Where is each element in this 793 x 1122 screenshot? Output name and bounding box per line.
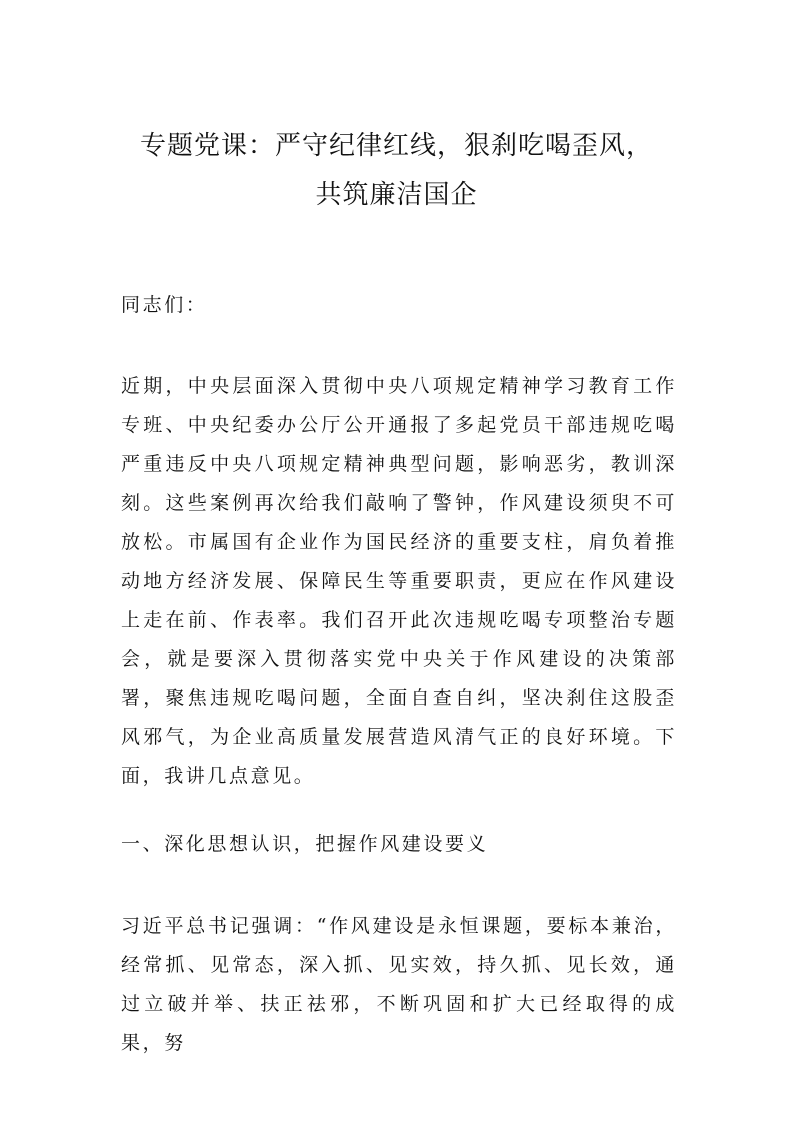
document-title xyxy=(110,122,683,220)
title-line-2: 共筑廉洁国企 xyxy=(315,180,478,210)
body-paragraph-1: 近期，中央层面深入贯彻中央八项规定精神学习教育工作专班、中央纪委办公厅公开通报了多起党员干部违规吃喝严重违反中央八项规定精神典型问题，影响恶劣，教训深刻。这些案例再次给我们敲响了警钟，作风建设须臾不可放松。市属国有企业作为国民经济的重要支柱，肩负着推动地方经济发展、保障民生等重要职责，更应在作风建设上走在前、作表率。我们召开此次违规吃喝专项整治专题会，就是要深入贯彻落实党中央关于作风建设的决策部署，聚焦违规吃喝问题，全面自查自纠，坚决刹住这股歪风邪气，为企业高质量发展营造风清气正的良好环境。下面，我讲几点意见。 xyxy=(121,375,677,787)
section-heading-1: 一、深化思想认识，把握作风建设要义 xyxy=(121,833,489,855)
title-line-1: 专题党课：严守纪律红线，狠刹吃喝歪风， xyxy=(139,131,653,161)
salutation: 同志们： xyxy=(121,294,208,316)
body-paragraph-2: 习近平总书记强调：“作风建设是永恒课题，要标本兼治，经常抓、见常态，深入抓、见实效，持久抓、见长效，通过立破并举、扶正祛邪，不断巩固和扩大已经取得的成果，努 xyxy=(121,915,677,1054)
